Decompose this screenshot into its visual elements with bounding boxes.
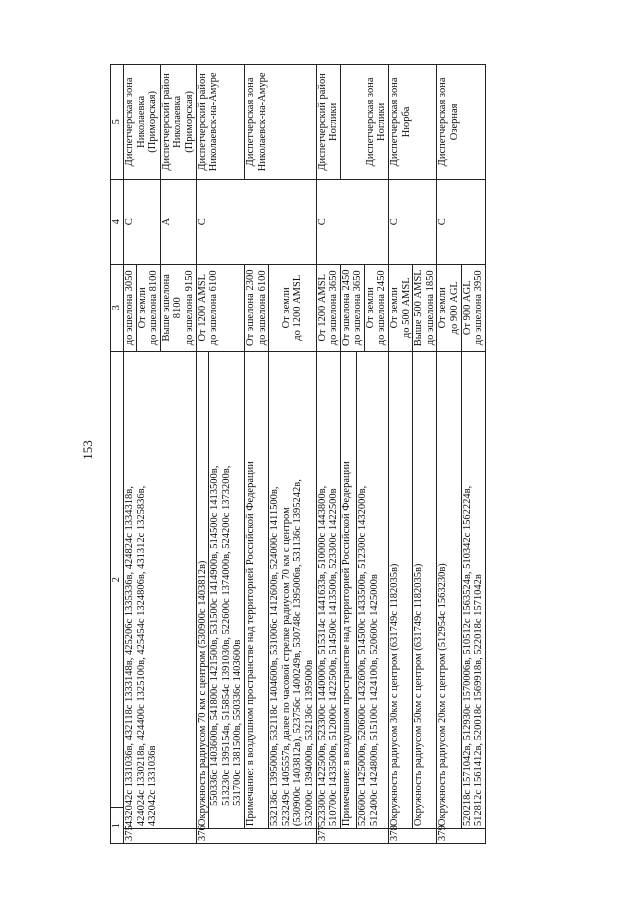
header-col-3: 3 — [111, 264, 124, 351]
table-row — [389, 65, 413, 844]
row-number: 379 — [437, 829, 485, 844]
row-number: 377 — [316, 829, 389, 844]
atc-unit: Диспетчерская зона Николаевка (Приморская) — [124, 65, 161, 180]
airspace-class: С — [389, 179, 437, 264]
header-col-5: 5 — [111, 65, 124, 180]
zone-coordinates: 550336с 1403600в, 541800с 1421500в, 531500с 1414900в, 514500с 1413500в, 513230с 1395154в, 515854с 1391030в, 522600с 1374000в, 524200с 1373200в, 531700с 1381500в, 550336с 1403600в — [209, 351, 245, 808]
airspace-class: С — [124, 179, 161, 264]
atc-unit: Диспетчерский район Николаевка (Приморская) — [160, 65, 196, 180]
table-row — [124, 65, 137, 844]
atc-unit: Диспетчерский район Николаевск-на-Амуре — [196, 65, 244, 180]
height-limits: От 900 AGL до эшелона 3950 — [461, 264, 485, 351]
zone-description: Окружность радиусом 30км с центром (631749с 1182035в) — [389, 351, 413, 828]
zone-coordinates: 432042с 1331036в, 432118с 1333148в, 425206с 1335336в, 424824с 1334318в, 424024с 1330218в, 424400с 1325100в, 425454с 1324806в, 431312с 1325836в, 432042с 1331036в — [124, 351, 197, 828]
atc-unit: Диспетчерская зона Озерная — [437, 65, 485, 180]
zone-coordinates: 520218с 1571042в, 512930с 1570006в, 510512с 1563524в, 510342с 1562224в, 512812с 1561412в, 520018с 1569918в, 522018с 1571042в — [461, 351, 485, 828]
airspace-table — [110, 64, 486, 844]
zone-note-coordinates: 520600с 1425000в, 520600с 1432600в, 514500с 1433500в, 512300с 1432000в, 512400с 1424800в, 515100с 1424100в, 520600с 1425000в — [357, 351, 389, 828]
atc-unit: Диспетчерская зона Николаевск-на-Амуре — [244, 65, 316, 180]
row-number: 376 — [196, 829, 316, 844]
header-col-1: 1 — [111, 808, 124, 844]
header-col-2: 2 — [111, 351, 124, 808]
zone-description: Окружность радиусом 70 км с центром (530900с 1403812в) — [196, 351, 209, 828]
height-limits-stack: От эшелона 2450 до эшелона 3650 От земли до эшелона 2450 — [340, 264, 388, 351]
atc-unit: Диспетчерская зона Ноглики — [340, 65, 388, 180]
header-row — [111, 65, 124, 844]
row-number: 375 — [124, 829, 197, 844]
zone-note: Примечание: в воздушном пространстве над территорией Российской Федерации — [244, 351, 268, 828]
airspace-class: С — [437, 179, 485, 264]
zone-description: Окружность радиусом 20км с центром (512954с 1563230в) — [437, 351, 461, 828]
zone-note: Примечание: в воздушном пространстве над территорией Российской Федерации — [340, 351, 357, 828]
atc-unit: Диспетчерская зона Нюрба — [389, 65, 437, 180]
height-limits: От земли до эшелона 8100 — [136, 264, 160, 351]
header-col-4: 4 — [111, 179, 124, 264]
height-limits: От 1200 AMSL до эшелона 3650 — [316, 264, 340, 351]
indent-cell — [209, 808, 245, 829]
height-limits: Выше эшелона 8100 до эшелона 9150 — [160, 264, 196, 351]
table-row — [316, 65, 340, 844]
zone-description: Окружность радиусом 50км с центром (631749с 1182035в) — [413, 351, 437, 828]
table-row — [437, 65, 461, 844]
zone-coordinates: 523300с 1422500в, 523300с 1440000в, 515314с 1441633в, 510000с 1443800в, 510700с 1433500в, 512000с 1422500в, 514500с 1413500в, 523300с 1422500в — [316, 351, 340, 828]
table-row — [196, 65, 209, 844]
airspace-class: А — [160, 179, 196, 264]
atc-unit: Диспетчерский район Ноглики — [316, 65, 340, 180]
zone-note-coordinates: 532136с 1395000в, 532118с 1404600в, 531006с 1412600в, 524000с 1411500в, 523249с 1405557в, далее по часовой стрелке радиусом 70 км с центром (530900с 1403812в), 523756с 1400249в, 530748с 1395006в, 531136с 1395242в, 532000с 1394000в, 532136с 1395000в — [269, 351, 316, 828]
airspace-class: С — [196, 179, 316, 264]
height-limits: От 1200 AMSL до эшелона 6100 — [196, 264, 244, 351]
height-limits: От земли до 900 AGL — [437, 264, 461, 351]
rotated-airspace-table — [110, 64, 512, 844]
height-limits: Выше 500 AMSL до эшелона 1850 — [413, 264, 437, 351]
height-limits: От земли до 500 AMSL — [389, 264, 413, 351]
airspace-class: С — [316, 179, 389, 264]
page-number: 153 — [80, 440, 95, 460]
height-limits: до эшелона 3050 — [124, 264, 137, 351]
height-limits: От эшелона 2300 до эшелона 6100 — [244, 264, 268, 351]
row-number: 378 — [389, 829, 437, 844]
height-limits: От земли до 1200 AMSL — [269, 264, 316, 351]
